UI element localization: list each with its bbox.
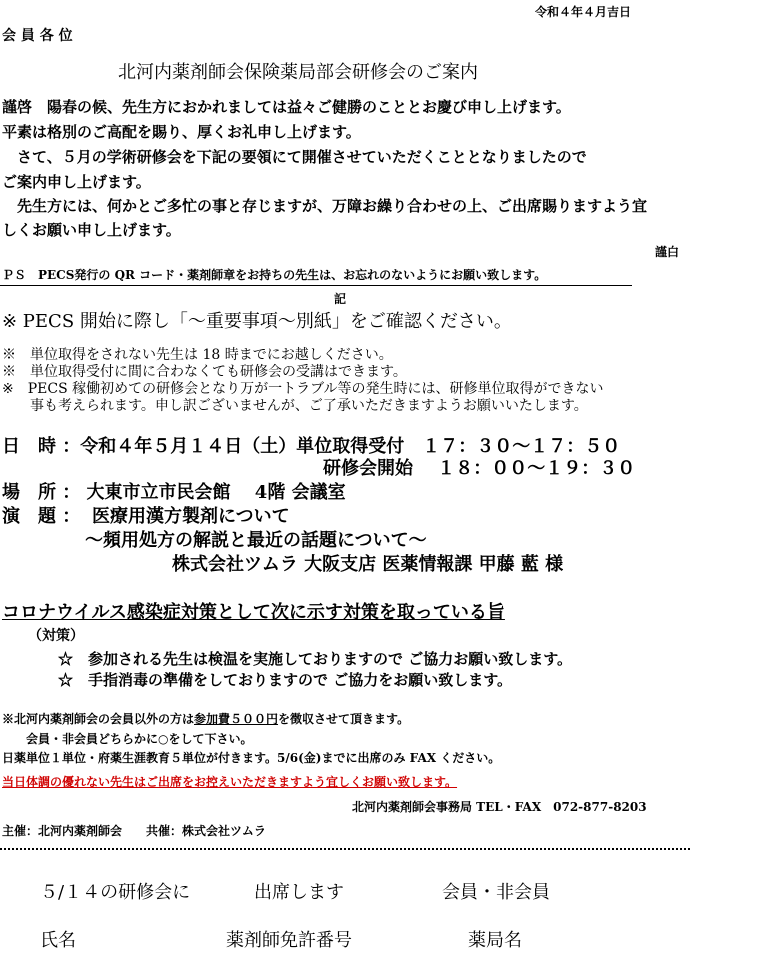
contact-info: 北河内薬剤師会事務局 TEL・FAX 072-877-8203 <box>352 800 647 814</box>
note-line: ※ 単位取得受付に間に合わなくても研修会の受講はできます。 <box>2 364 407 380</box>
form-pharmacy-field[interactable]: 薬局名 <box>468 930 522 951</box>
issue-date: 令和４年４月吉日 <box>535 5 632 19</box>
pecs-notice: ※ PECS 開始に際し「～重要事項～別紙」をご確認ください。 <box>2 311 512 332</box>
event-datetime: 日 時 ：令和４年５月１４日（土）単位取得受付 １７：３０～１７：５０ <box>2 436 621 457</box>
fee-notice-suffix: を徴収させて頂きます。 <box>278 712 410 726</box>
note-line: ※ 単位取得をされない先生は 18 時までにお越しください。 <box>2 347 393 363</box>
form-name-field[interactable]: 氏名 <box>40 930 76 951</box>
ps-note: ＰＳ PECS発行の QR コード・薬剤師章をお持ちの先生は、お忘れのないようにお願い致します。 <box>2 268 547 282</box>
form-license-field[interactable]: 薬剤師免許番号 <box>226 930 352 951</box>
cut-line <box>0 848 690 850</box>
topic-subtitle: ～頻用処方の解説と最近の話題について～ <box>85 530 427 551</box>
covid-subheading: （対策） <box>28 628 84 644</box>
event-start-time: 研修会開始 １８：００～１９：３０ <box>323 458 636 479</box>
event-venue: 場 所 ： 大東市立市民会館 4階 会議室 <box>2 482 346 503</box>
note-line: ※ PECS 稼働初めての研修会となり万が一トラブル等の発生時には、研修単位取得ができない <box>2 381 604 397</box>
greeting-line: ご案内申し上げます。 <box>2 173 151 191</box>
fee-notice <box>2 712 409 726</box>
credits-notice: 日薬単位１単位・府薬生涯教育５単位が付きます。5/6(金)までに出席のみ FAX ください。 <box>2 751 501 765</box>
fee-amount: 参加費５００円 <box>194 712 279 726</box>
greeting-line: 謹啓 陽春の候、先生方におかれましては益々ご健勝のこととお慶び申し上げます。 <box>2 98 571 116</box>
form-membership-choice[interactable]: 会員・非会員 <box>442 882 550 903</box>
ki-marker: 記 <box>334 292 347 306</box>
covid-measure: ☆ 参加される先生は検温を実施しておりますので ご協力お願い致します。 <box>58 650 573 668</box>
note-line: 事も考えられます。申し訳ございませんが、ご了承いただきますようお願いいたします。 <box>2 398 588 414</box>
closing-word: 謹白 <box>655 245 680 259</box>
page-title: 北河内薬剤師会保険薬局部会研修会のご案内 <box>118 62 478 83</box>
sponsors: 主催：北河内薬剤師会 共催：株式会社ツムラ <box>2 824 266 838</box>
ps-underline <box>0 285 632 286</box>
fee-notice-prefix: ※北河内薬剤師会の会員以外の方は <box>2 712 195 726</box>
recipients: 会 員 各 位 <box>2 28 73 44</box>
form-seminar-label: ５/１４の研修会に <box>40 882 191 903</box>
membership-instruction: 会員・非会員どちらかに○をして下さい。 <box>2 732 253 746</box>
form-attend-label: 出席します <box>254 882 344 903</box>
health-warning: 当日体調の優れない先生はご出席をお控えいただきますよう宜しくお願い致します。 <box>2 775 458 789</box>
speaker: 株式会社ツムラ 大阪支店 医薬情報課 甲藤 藍 様 <box>172 554 564 575</box>
topic-label: 演 題 ： <box>2 506 81 527</box>
covid-heading: コロナウイルス感染症対策として次に示す対策を取っている旨 <box>2 602 505 623</box>
covid-measure: ☆ 手指消毒の準備をしておりますので ご協力をお願い致します。 <box>58 671 513 689</box>
greeting-line: 平素は格別のご高配を賜り、厚くお礼申し上げます。 <box>2 123 361 141</box>
topic-title: 医療用漢方製剤について <box>92 506 290 527</box>
greeting-line: さて、５月の学術研修会を下記の要領にて開催させていただくこととなりましたので <box>2 148 587 166</box>
greeting-line: しくお願い申し上げます。 <box>2 221 181 239</box>
greeting-line: 先生方には、何かとご多忙の事と存じますが、万障お繰り合わせの上、ご出席賜りますよう宜 <box>2 197 648 215</box>
